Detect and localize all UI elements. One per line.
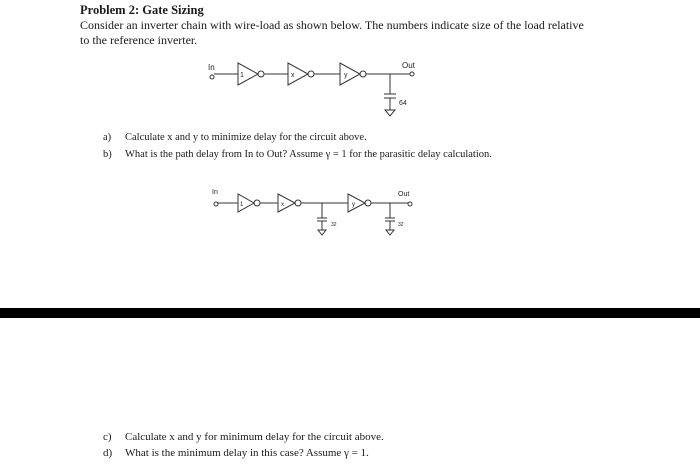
circuit-1-diagram xyxy=(200,58,440,128)
question-b-label: b) xyxy=(103,149,112,160)
circuit-2-gate-2-size: x xyxy=(281,202,284,208)
circuit-1-input-terminal xyxy=(210,75,214,79)
circuit-2-output-terminal xyxy=(408,202,412,206)
question-d-label: d) xyxy=(103,447,113,459)
circuit-2-inverter-2-bubble xyxy=(295,200,301,206)
circuit-1-load-label: 64 xyxy=(399,100,407,107)
question-d xyxy=(103,447,369,459)
circuit-1-inverter-3 xyxy=(340,63,360,85)
question-c xyxy=(103,431,384,443)
circuit-1-gate-3-size: y xyxy=(344,72,348,79)
circuit-1-inverter-3-bubble xyxy=(360,71,366,77)
question-a-text: Calculate x and y to minimize delay for the circuit above. xyxy=(125,132,367,143)
circuit-1-output-terminal xyxy=(410,72,414,76)
circuit-2-out-label: Out xyxy=(398,191,410,198)
circuit-1-ground-icon xyxy=(385,110,395,116)
problem-intro-line-2: to the reference inverter. xyxy=(80,33,198,47)
question-a-label: a) xyxy=(103,132,112,143)
circuit-2-inverter-1-bubble xyxy=(254,200,260,206)
circuit-2-mid-load-label: 32 xyxy=(331,222,337,228)
problem-title: Problem 2: Gate Sizing xyxy=(80,3,204,17)
circuit-2-in-label: In xyxy=(212,189,218,196)
circuit-2-gate-3-size: y xyxy=(352,202,355,208)
circuit-2-out-ground-icon xyxy=(386,230,394,235)
circuit-2-gate-1-size: 1 xyxy=(240,202,244,208)
page-divider xyxy=(0,308,700,318)
circuit-2-mid-ground-icon xyxy=(318,230,326,235)
circuit-2-diagram xyxy=(200,185,440,245)
circuit-1-inverter-1-bubble xyxy=(258,71,264,77)
circuit-1-out-label: Out xyxy=(402,61,415,70)
question-d-text: What is the minimum delay in this case? Assume γ = 1. xyxy=(125,447,369,459)
circuit-1-gate-2-size: x xyxy=(291,72,295,79)
question-c-label: c) xyxy=(103,431,112,443)
circuit-2-inverter-3 xyxy=(348,194,365,212)
circuit-2-inverter-3-bubble xyxy=(365,200,371,206)
circuit-1-gate-1-size: 1 xyxy=(240,72,244,79)
question-b-text: What is the path delay from In to Out? Assume γ = 1 for the parasitic delay calculation. xyxy=(125,149,492,160)
circuit-2-input-terminal xyxy=(214,202,218,206)
circuit-2-out-load-label: 32 xyxy=(398,222,404,228)
problem-intro-line-1: Consider an inverter chain with wire-load as shown below. The numbers indicate size of the load relative xyxy=(80,18,584,32)
circuit-1-inverter-2-bubble xyxy=(308,71,314,77)
question-a xyxy=(103,132,367,143)
circuit-1-in-label: In xyxy=(208,63,215,72)
question-b xyxy=(103,149,492,160)
question-c-text: Calculate x and y for minimum delay for the circuit above. xyxy=(125,431,384,443)
